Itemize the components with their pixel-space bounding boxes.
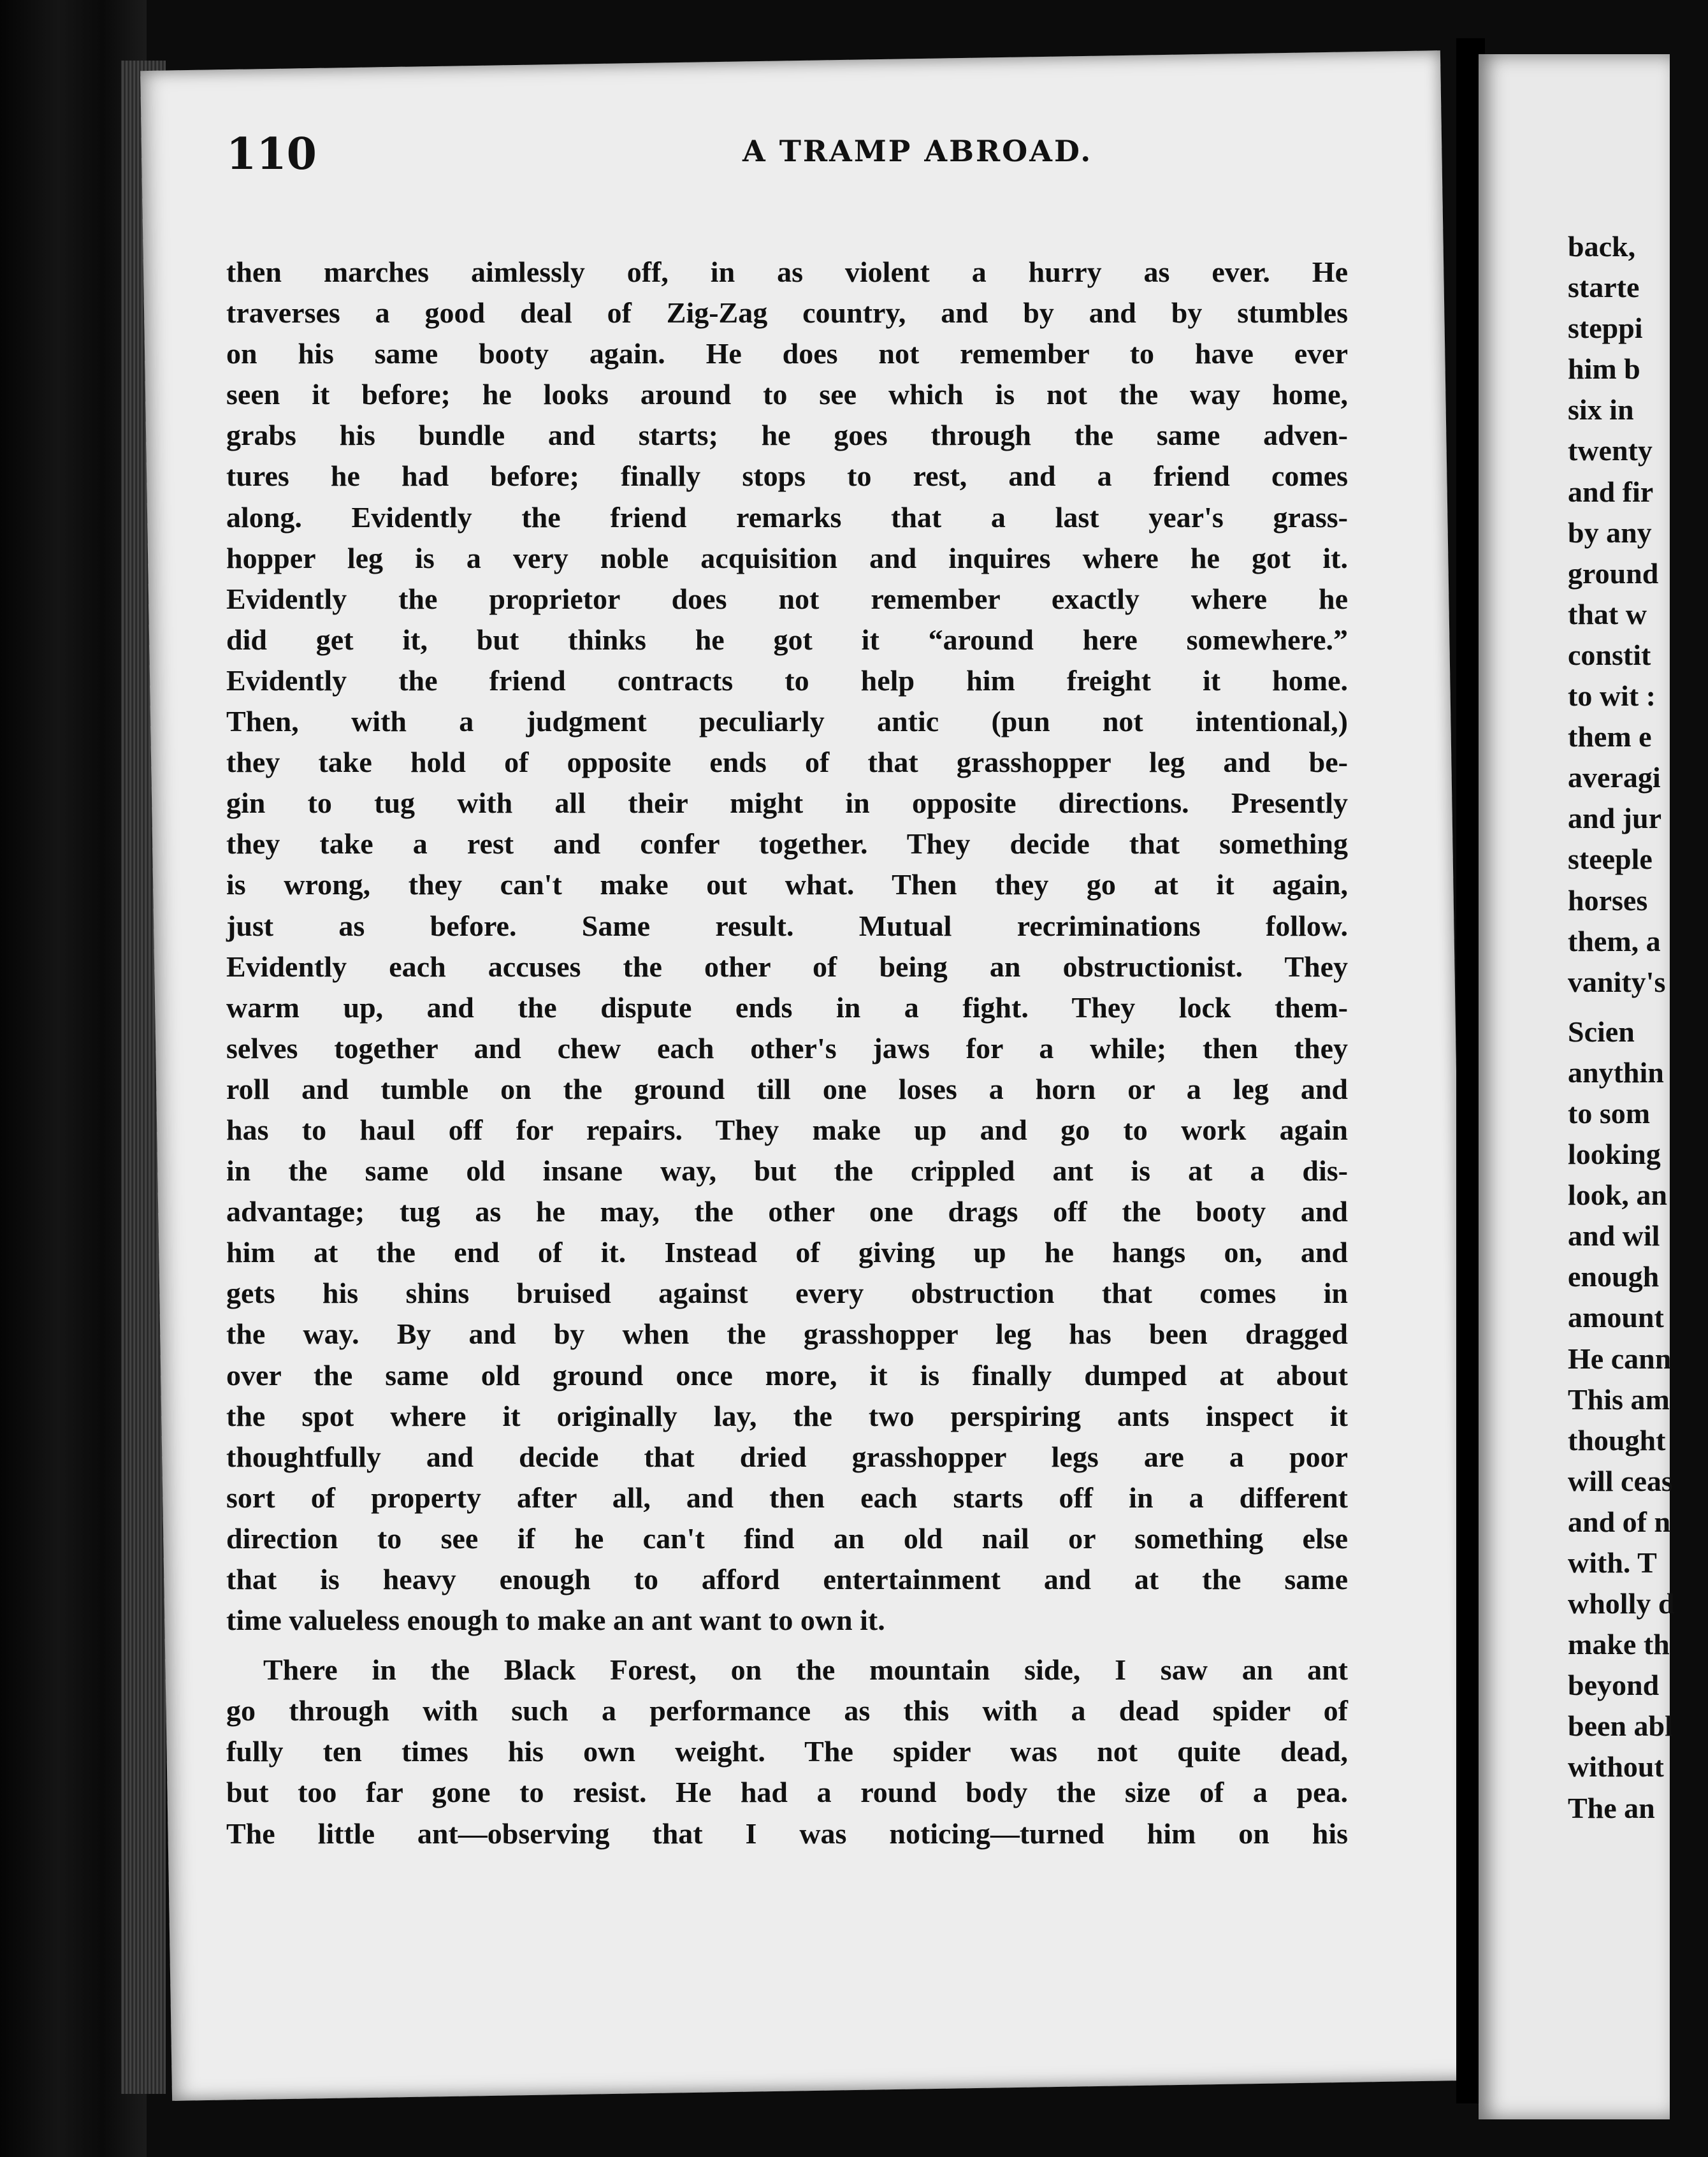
- running-head: A TRAMP ABROAD.: [742, 134, 1093, 168]
- text-line: over the same old ground once more, it is finally dumped at about: [226, 1358, 1348, 1391]
- text-fragment: that w: [1568, 597, 1647, 630]
- text-line: on his same booty again. He does not remember to have ever: [226, 337, 1348, 370]
- text-fragment: to wit :: [1568, 679, 1656, 713]
- text-line: sort of property after all, and then each starts off in a different: [226, 1481, 1348, 1514]
- text-line: thoughtfully and decide that dried grasshopper legs are a poor: [226, 1440, 1348, 1473]
- paragraph-gap: [226, 1641, 1348, 1650]
- text-line: they take a rest and confer together. They decide that something: [226, 827, 1348, 861]
- text-line: grabs his bundle and starts; he goes through the same adven-: [226, 419, 1348, 452]
- text-fragment: anythin: [1568, 1056, 1664, 1089]
- text-fragment: been abl: [1568, 1710, 1673, 1743]
- text-fragment: amount: [1568, 1301, 1664, 1334]
- text-line: Evidently the friend contracts to help him freight it home.: [226, 664, 1348, 697]
- text-line: but too far gone to resist. He had a round body the size of a pea.: [226, 1776, 1348, 1809]
- text-line: in the same old insane way, but the crippled ant is at a dis-: [226, 1154, 1348, 1187]
- text-line: then marches aimlessly off, in as violent a hurry as ever. He: [226, 256, 1348, 288]
- text-fragment: averagi: [1568, 761, 1661, 794]
- text-line: Evidently each accuses the other of being an obstructionist. They: [226, 950, 1348, 983]
- text-line: him at the end of it. Instead of giving up he hangs on, and: [226, 1236, 1348, 1269]
- text-fragment: He cann: [1568, 1342, 1672, 1375]
- text-line: tures he had before; finally stops to rest, and a friend comes: [226, 460, 1348, 493]
- text-fragment: The an: [1568, 1791, 1655, 1824]
- text-fragment: twenty: [1568, 434, 1653, 467]
- text-fragment: horses: [1568, 883, 1648, 917]
- text-fragment: ground: [1568, 556, 1659, 590]
- text-line: gin to tug with all their might in opposite directions. Presently: [226, 787, 1348, 820]
- paragraph-gap: [1568, 1003, 1708, 1012]
- text-line: along. Evidently the friend remarks that a last year's grass-: [226, 500, 1348, 534]
- text-fragment: look, an: [1568, 1179, 1667, 1212]
- text-line: selves together and chew each other's jaws for a while; then they: [226, 1031, 1348, 1064]
- text-line: Then, with a judgment peculiarly antic (pun not intentional,): [226, 705, 1348, 738]
- text-line: roll and tumble on the ground till one loses a horn or a leg and: [226, 1072, 1348, 1105]
- text-fragment: and fir: [1568, 475, 1654, 508]
- text-fragment: six in: [1568, 393, 1634, 426]
- text-line: advantage; tug as he may, the other one drags off the booty and: [226, 1195, 1348, 1228]
- text-line: warm up, and the dispute ends in a fight. They lock them-: [226, 991, 1348, 1024]
- text-line: has to haul off for repairs. They make up and go to work again: [226, 1113, 1348, 1146]
- text-line: traverses a good deal of Zig-Zag country, and by and by stumbles: [226, 296, 1348, 330]
- text-line: just as before. Same result. Mutual recriminations follow.: [226, 909, 1348, 942]
- text-line: they take hold of opposite ends of that grasshopper leg and be-: [226, 746, 1348, 779]
- text-line: is wrong, they can't make out what. Then they go at it again,: [226, 868, 1348, 901]
- text-line: direction to see if he can't find an old nail or something else: [226, 1522, 1348, 1555]
- text-line: hopper leg is a very noble acquisition and inquires where he got it.: [226, 541, 1348, 574]
- text-line: There in the Black Forest, on the mountain side, I saw an ant: [263, 1653, 1348, 1687]
- text-line: The little ant—observing that I was noticing—turned him on his: [226, 1817, 1348, 1850]
- text-line: gets his shins bruised against every obstruction that comes in: [226, 1277, 1348, 1310]
- text-fragment: him b: [1568, 352, 1640, 386]
- text-fragment: This am: [1568, 1383, 1670, 1416]
- text-fragment: wholly d: [1568, 1587, 1675, 1620]
- text-fragment: to som: [1568, 1096, 1651, 1129]
- text-fragment: and jur: [1568, 802, 1661, 835]
- text-line: fully ten times his own weight. The spider was not quite dead,: [226, 1735, 1348, 1768]
- text-line: time valueless enough to make an ant want to own it.: [226, 1604, 885, 1637]
- text-fragment: beyond: [1568, 1669, 1660, 1702]
- text-line: go through with such a performance as this with a dead spider of: [226, 1694, 1348, 1727]
- text-fragment: enough: [1568, 1260, 1660, 1293]
- text-fragment: and wil: [1568, 1219, 1660, 1253]
- text-fragment: steeple: [1568, 843, 1653, 876]
- text-fragment: them, a: [1568, 924, 1661, 957]
- text-fragment: steppi: [1568, 312, 1643, 345]
- text-line: the way. By and by when the grasshopper leg has been dragged: [226, 1318, 1348, 1351]
- text-fragment: them e: [1568, 720, 1652, 753]
- text-fragment: without: [1568, 1750, 1664, 1783]
- right-page-text: [1568, 226, 1708, 1829]
- text-line: the spot where it originally lay, the two perspiring ants inspect it: [226, 1399, 1348, 1432]
- text-line: seen it before; he looks around to see which is not the way home,: [226, 378, 1348, 411]
- left-page-text: [226, 252, 1348, 1854]
- text-fragment: back,: [1568, 230, 1636, 263]
- text-fragment: vanity's: [1568, 965, 1666, 998]
- paragraph-1: [226, 252, 1348, 1641]
- text-fragment: starte: [1568, 271, 1640, 304]
- text-fragment: by any: [1568, 516, 1652, 549]
- text-fragment: Scien: [1568, 1015, 1635, 1048]
- text-fragment: make th: [1568, 1628, 1670, 1661]
- text-fragment: looking: [1568, 1138, 1661, 1171]
- page-header: [226, 129, 1310, 186]
- text-fragment: thought: [1568, 1423, 1666, 1456]
- text-line: Evidently the proprietor does not remember exactly where he: [226, 582, 1348, 615]
- text-fragment: will ceas: [1568, 1464, 1673, 1497]
- text-fragment: constit: [1568, 638, 1651, 671]
- text-line: that is heavy enough to afford entertainment and at the same: [226, 1563, 1348, 1595]
- text-fragment: and of n: [1568, 1505, 1671, 1538]
- text-line: did get it, but thinks he got it “around here somewhere.”: [226, 623, 1348, 656]
- page-number: 110: [226, 129, 317, 180]
- paragraph-2: [226, 1650, 1348, 1854]
- text-fragment: with. T: [1568, 1546, 1657, 1579]
